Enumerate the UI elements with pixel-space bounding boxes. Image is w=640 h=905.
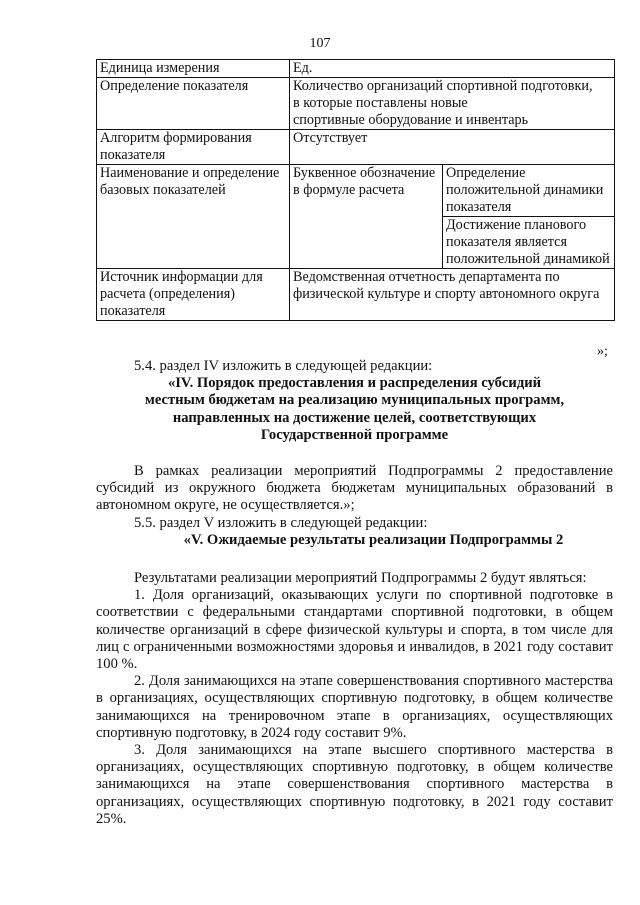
section-heading-line: Государственной программе [260, 426, 449, 443]
table-cell-label: Источник информации для расчета (определения) показателя [97, 269, 290, 321]
section-heading-line: направленных на достижение целей, соответствующих [172, 409, 537, 426]
paragraph: В рамках реализации мероприятий Подпрограммы 2 предоставление субсидий из окружного бюджета бюджетам муниципальных образований в автономном округе, не осуществляется.»; [96, 463, 613, 514]
section-5-5-body [96, 570, 613, 828]
section-heading-line: «IV. Порядок предоставления и распределения субсидий [167, 375, 542, 392]
table-cell-subvalue: Определение положительной динамики показателя [443, 165, 615, 217]
section-heading-line: местным бюджетам на реализацию муниципальных программ, [144, 392, 565, 409]
table-row [97, 130, 615, 165]
table-row [97, 165, 615, 217]
result-item: 3. Доля занимающихся на этапе высшего спортивного мастерства в организациях, осуществляющих спортивную подготовку, в общем количестве занимающихся на этапе совершенствования спортивного мастерства в организациях, осуществляющих спортивную подготовку, в 2021 году составит 25%. [96, 742, 613, 827]
section-5-4 [96, 358, 613, 444]
closing-quote: »; [597, 344, 608, 359]
indicator-table [96, 59, 615, 321]
table-cell-value: Ед. [290, 60, 615, 78]
section-5-4-body [96, 463, 613, 549]
result-item: 1. Доля организаций, оказывающих услуги по спортивной подготовке в соответствии с федеральными стандартами спортивной подготовки, в общем количестве организаций в сфере физической культуры и спорта, в том числе для лиц с ограниченными возможностями здоровья и инвалидов, в 2021 году составит 100 %. [96, 587, 613, 673]
value-line: спортивные оборудование и инвентарь [293, 112, 529, 128]
section-heading: «V. Ожидаемые результаты реализации Подпрограммы 2 [183, 531, 564, 548]
table-cell-formula-symbol: Буквенное обозначение в формуле расчета [290, 165, 443, 269]
table-cell-label: Единица измерения [97, 60, 290, 78]
section-intro: 5.4. раздел IV изложить в следующей редакции: [134, 358, 433, 374]
table-cell-label: Наименование и определение базовых показателей [97, 165, 290, 269]
table-cell-value [290, 78, 615, 130]
table-cell-label: Алгоритм формирования показателя [97, 130, 290, 165]
table-row [97, 78, 615, 130]
table-cell-subvalue: Достижение планового показателя является положительной динамикой [443, 217, 615, 269]
page-number: 107 [309, 36, 331, 51]
value-line: Количество организаций спортивной подготовки, [293, 78, 593, 94]
table-row [97, 60, 615, 78]
table-row [97, 269, 615, 321]
result-item: 2. Доля занимающихся на этапе совершенствования спортивного мастерства в организациях, осуществляющих спортивную подготовку, в общем количестве занимающихся на тренировочном этапе в организациях, осуществляющих спортивную подготовку, в 2024 году составит 9%. [96, 673, 613, 741]
table-cell-label: Определение показателя [97, 78, 290, 130]
table-cell-value: Ведомственная отчетность департамента по физической культуре и спорту автономного округа [290, 269, 615, 321]
paragraph: Результатами реализации мероприятий Подпрограммы 2 будут являться: [134, 570, 587, 586]
table-cell-value: Отсутствует [290, 130, 615, 165]
value-line: в которые поставлены новые [293, 95, 468, 111]
section-intro: 5.5. раздел V изложить в следующей редакции: [134, 514, 428, 531]
